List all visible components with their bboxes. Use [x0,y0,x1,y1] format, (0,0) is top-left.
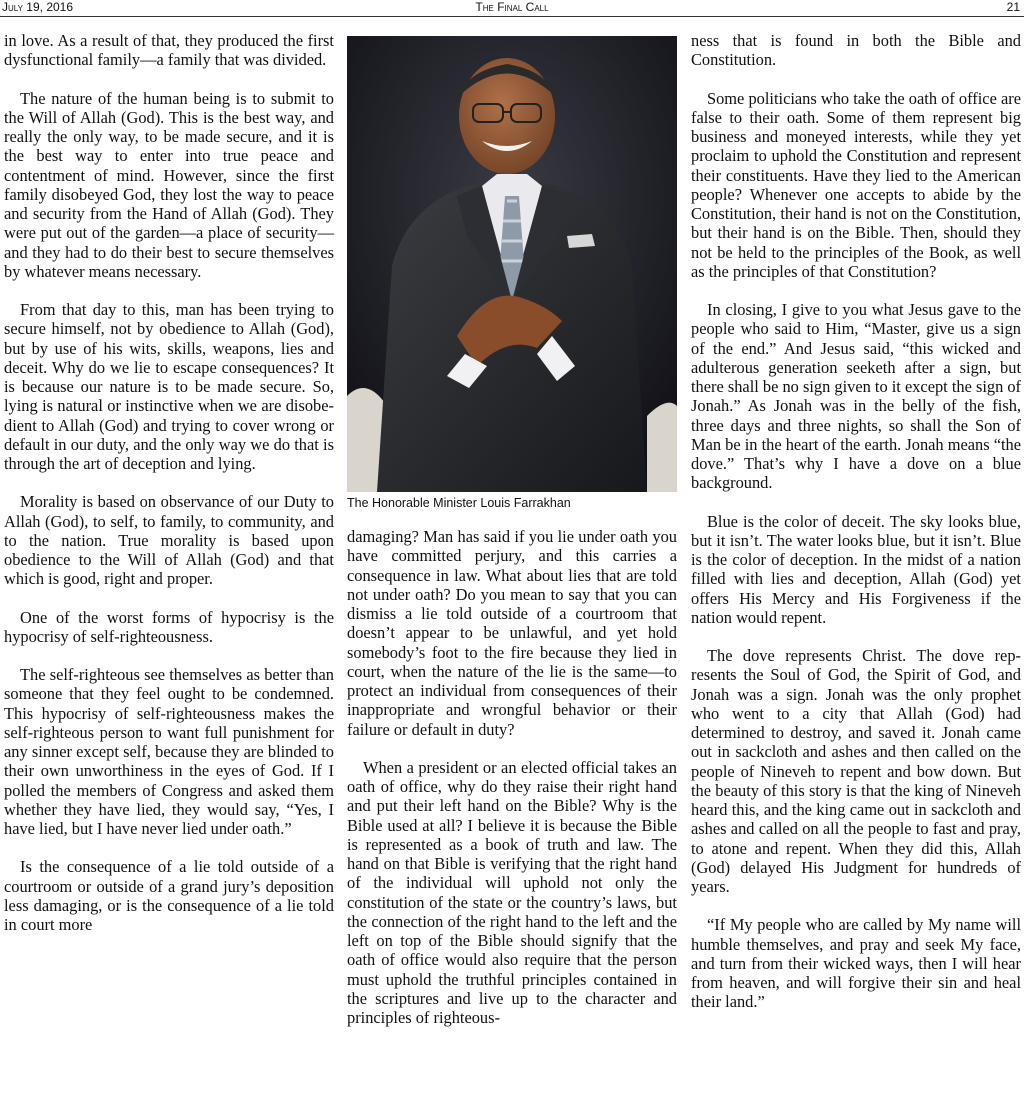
paragraph: Morality is based on observance of our Duty to Allah (God), to self, to family, to community, and to the nation. True morality is based upon obedience to the Will of Allah (God) and that which is good, right and proper. [4,492,334,589]
paragraph: The dove represents Christ. The dove represents the Soul of God, the Spirit of God, and Jonah was a sign. Jonah was the only prophet who went to a city that Allah (God) had determined to destroy, and saved it. Jonah came out in sackcloth and ashes and then called on the people of Nineveh to repent and bow down. But the beauty of this story is that the king of Nineveh heard this, and the king came out in sackcloth and ashes and called on all the people to fast and pray, to atone and repent. When they did this, Allah (God) delayed His Judgment for hundreds of years. [691,646,1021,896]
paragraph: in love. As a result of that, they produced the first dysfunctional family—a family that was divided. [4,31,334,70]
paragraph: Some politicians who take the oath of office are false to their oath. Some of them represent big business and moneyed interests, while they yet proclaim to uphold the Constitution and represent their constituents. Have they lied to the American people? Whenever one accepts to abide by the Constitution, their hand is not on the Constitution, but their hand is on the Bible. Then, should they not be held to the principles of the Book, as well as the principles of that Constitution? [691,88,1021,281]
paragraph: The self-righteous see themselves as better than someone that they feel ought to be condemned. This hypocrisy of self-righteousness makes the self-righteous person to want full punishment for any sinner except self, because they are blinded to their own unworthiness in the eyes of God. If I polled the members of Congress and asked them whether they have lied, they would say, “Yes, I have lied, but I have never lied under oath.” [4,665,334,838]
paragraph: One of the worst forms of hypocrisy is the hypocrisy of self-righteousness. [4,607,334,646]
issue-date: July 19, 2016 [2,0,74,14]
publication-name: The Final Call [475,0,549,14]
article-column-1 [4,31,334,953]
speaker-photo [347,36,677,492]
paragraph: In closing, I give to you what Jesus gave to the people who said to Him, “Master, give us a sign of the end.” And Jesus said, “this wicked and adulterous generation seeketh after a sign, but there shall be no sign given to it except the sign of Jonah.” As Jonah was in the belly of the fish, three days and three nights, so shall the Son of Man be in the heart of the earth. Jonah means “the dove.” That’s why I have a dove on a blue background. [691,300,1022,493]
paragraph: Is the consequence of a lie told outside of a courtroom or outside of a grand jury’s deposition less damaging, or is the consequence of a lie told in court more [4,857,334,934]
photo-caption: The Honorable Minister Louis Farrakhan [347,496,571,510]
paragraph: damaging? Man has said if you lie under oath you have committed perjury, and this carries a consequence in law. What about lies that are told not under oath? Do you mean to say that you can dismiss a lie told outside of a courtroom that doesn’t appear to be unlawful, and yet hold somebody’s foot to the fire because they lied in court, when the nature of the lie is the same—to protect an individual from consequences of their inappropriate and wrongful behavior or their failure or default in duty? [347,527,677,739]
article-column-2 [347,527,677,1046]
page-number: 21 [1006,0,1020,14]
paragraph: Blue is the color of deceit. The sky looks blue, but it isn’t. The water looks blue, but it isn’t. Blue is the color of deception. In the midst of a nation filled with lies and deception, Allah (God) yet offers His Mercy and His Forgiveness if the nation would repent. [691,511,1021,627]
paragraph: “If My people who are called by My name will humble themselves, and pray and seek My face, and turn from their wicked ways, then I will hear from heaven, and will forgive their sin and heal their land.” [691,915,1021,1012]
article-column-3 [691,31,1021,1031]
page-header [0,0,1024,17]
paragraph: The nature of the human being is to submit to the Will of Allah (God). This is the best way, and really the only way, to be made secure, and it is the best way to enter into true peace and contentment of mind. However, since the first family disobeyed God, they lost the way to peace and security from the Hand of Allah (God). They were put out of the garden—a place of security—and they had to do their best to secure themselves by whatever means necessary. [4,88,334,281]
paragraph: When a president or an elected official takes an oath of office, why do they raise their right hand and put their left hand on the Bible? Why is the Bible used at all? I believe it is because the Bible is represented as a book of truth and law. The hand on that Bible is verifying that the right hand of the individual will uphold not only the constitution of the state or the country’s laws, but the connection of the right hand to the left and the left on top of the Bible should signify that the oath of office would also require that the person must uphold the truthful principles contained in the scriptures and live up to the character and principles of righteous- [347,757,677,1027]
paragraph: ness that is found in both the Bible and Constitution. [691,31,1021,70]
paragraph: From that day to this, man has been trying to secure himself, not by obedience to Allah (God), but by use of his wits, skills, weapons, lies and deceit. Why do we lie to escape consequences? It is because our nature is to be made secure. So, lying is natural or instinctive when we are disobedient to Allah (God) and trying to cover wrong or default in our duty, and the only way we do that is through the art of deception and lying. [4,300,334,473]
